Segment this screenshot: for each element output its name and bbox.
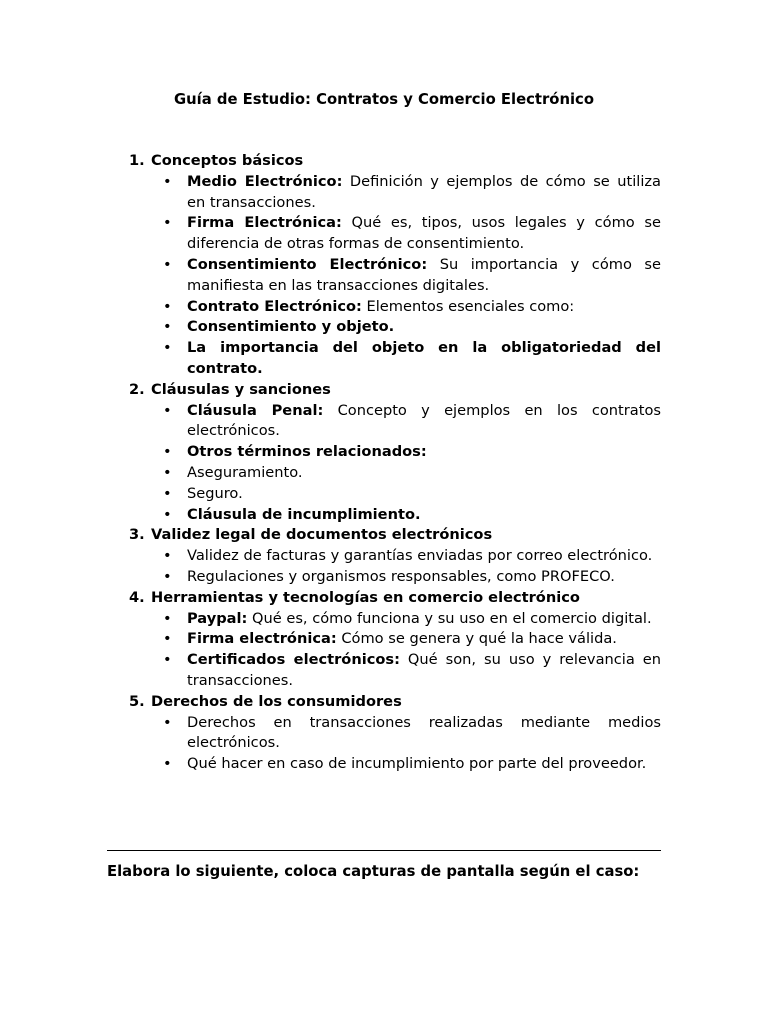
item-term: Consentimiento Electrónico:: [187, 255, 428, 273]
bullet-list: [107, 172, 661, 380]
item-description: Definición y ejemplos de cómo se utiliza en transacciones.: [187, 172, 661, 211]
section-heading: [107, 588, 661, 609]
item-description: Derechos en transacciones realizadas mediante medios electrónicos.: [187, 713, 661, 752]
item-description: Elementos esenciales como:: [361, 297, 575, 315]
item-term: Cláusula Penal:: [187, 401, 324, 419]
list-item: [107, 463, 661, 484]
list-item: [107, 338, 661, 380]
list-item: [107, 172, 661, 214]
bullet-list: [107, 713, 661, 775]
item-description: Aseguramiento.: [187, 463, 303, 481]
bullet-icon: •: [163, 214, 172, 232]
bullet-icon: •: [163, 609, 172, 627]
outline-section: [107, 588, 661, 692]
item-description: Qué es, cómo funciona y su uso en el comercio digital.: [247, 609, 652, 627]
list-item: [107, 213, 661, 255]
bullet-icon: •: [163, 505, 172, 523]
section-heading-text: Derechos de los consumidores: [151, 692, 402, 710]
bullet-icon: •: [163, 318, 172, 336]
bullet-icon: •: [163, 339, 172, 357]
list-item: [107, 317, 661, 338]
bullet-icon: •: [163, 401, 172, 419]
section-heading-text: Conceptos básicos: [151, 152, 304, 169]
list-item: [107, 609, 661, 630]
item-term: Firma electrónica:: [187, 630, 337, 648]
bullet-icon: •: [163, 443, 172, 461]
item-description: Cómo se genera y qué la hace válida.: [336, 630, 617, 648]
item-term: Firma Electrónica:: [187, 214, 342, 232]
list-item: [107, 754, 661, 775]
outline-section: [107, 692, 661, 775]
item-description: Regulaciones y organismos responsables, como PROFECO.: [187, 567, 615, 585]
study-outline: [107, 151, 661, 775]
section-number: 1.: [129, 152, 145, 169]
item-term: Otros términos relacionados:: [187, 443, 427, 461]
list-item: [107, 505, 661, 526]
list-item: [107, 401, 661, 443]
item-description: Concepto y ejemplos en los contratos electrónicos.: [187, 401, 661, 440]
horizontal-divider: [107, 850, 661, 851]
item-term: Medio Electrónico:: [187, 172, 343, 190]
bullet-icon: •: [163, 651, 172, 669]
bullet-list: [107, 609, 661, 692]
bullet-icon: •: [163, 713, 172, 731]
list-item: [107, 713, 661, 755]
item-description: Qué es, tipos, usos legales y cómo se diferencia de otras formas de consentimiento.: [187, 214, 661, 253]
list-item: [107, 255, 661, 297]
bullet-icon: •: [163, 172, 172, 190]
item-term: Contrato Electrónico:: [187, 297, 362, 315]
bullet-icon: •: [163, 755, 172, 773]
outline-section: [107, 151, 661, 380]
list-item: [107, 567, 661, 588]
instructions-text: Elabora lo siguiente, coloca capturas de pantalla según el caso:: [107, 863, 640, 880]
outline-section: [107, 380, 661, 526]
bullet-icon: •: [163, 463, 172, 481]
bullet-icon: •: [163, 484, 172, 502]
bullet-icon: •: [163, 630, 172, 648]
section-number: 4.: [129, 588, 145, 606]
list-item: [107, 442, 661, 463]
item-term: Consentimiento y objeto.: [187, 318, 395, 336]
list-item: [107, 629, 661, 650]
section-heading: [107, 380, 661, 401]
item-term: La importancia del objeto en la obligatoriedad del contrato.: [187, 339, 661, 377]
item-term: Certificados electrónicos:: [187, 651, 400, 669]
item-description: Su importancia y cómo se manifiesta en las transacciones digitales.: [187, 255, 661, 294]
item-term: Paypal:: [187, 609, 248, 627]
section-heading-text: Validez legal de documentos electrónicos: [151, 526, 493, 544]
bullet-icon: •: [163, 547, 172, 565]
section-heading-text: Cláusulas y sanciones: [151, 380, 331, 398]
bullet-list: [107, 401, 661, 526]
section-number: 5.: [129, 692, 145, 710]
section-number: 3.: [129, 526, 145, 544]
section-heading-text: Herramientas y tecnologías en comercio electrónico: [151, 588, 580, 606]
list-item: [107, 484, 661, 505]
section-heading: [107, 151, 661, 172]
outline-section: [107, 525, 661, 587]
item-description: Qué hacer en caso de incumplimiento por parte del proveedor.: [187, 755, 647, 773]
bullet-list: [107, 546, 661, 588]
section-number: 2.: [129, 380, 145, 398]
section-heading: [107, 525, 661, 546]
item-description: Validez de facturas y garantías enviadas por correo electrónico.: [187, 547, 653, 565]
list-item: [107, 650, 661, 692]
item-term: Cláusula de incumplimiento.: [187, 505, 421, 523]
document-title: Guía de Estudio: Contratos y Comercio Electrónico: [174, 91, 594, 108]
item-description: Seguro.: [187, 484, 243, 502]
list-item: [107, 297, 661, 318]
list-item: [107, 546, 661, 567]
bullet-icon: •: [163, 567, 172, 585]
bullet-icon: •: [163, 255, 172, 273]
item-description: Qué son, su uso y relevancia en transacciones.: [187, 651, 661, 689]
bullet-icon: •: [163, 297, 172, 315]
section-heading: [107, 692, 661, 713]
